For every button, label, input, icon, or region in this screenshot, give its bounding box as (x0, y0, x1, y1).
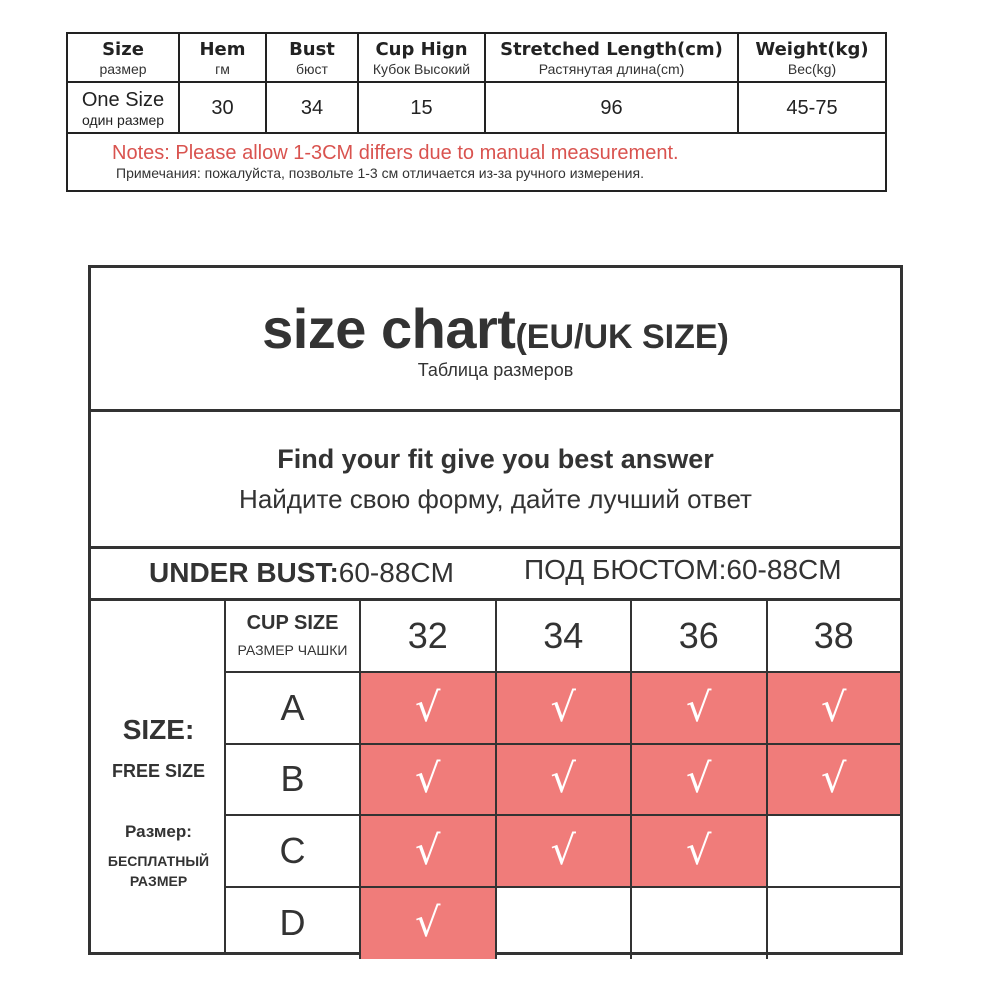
value-bust (267, 83, 359, 132)
band-size-32 (361, 601, 497, 673)
cup-size-header-ru: РАЗМЕР ЧАШКИ (237, 642, 348, 658)
fit-cell-B-36 (632, 745, 768, 817)
measurement-value-row (68, 83, 885, 134)
notes-ru: Примечания: пожалуйста, позвольте 1-3 см отличается из-за ручного измерения. (116, 165, 644, 181)
side-free-size-ru-line2: РАЗМЕР (129, 873, 188, 889)
under-bust-label: UNDER BUST: (149, 557, 339, 588)
size-chart (88, 265, 903, 955)
fit-text-en: Find your fit give you best answer (277, 444, 714, 474)
header-hem (180, 34, 267, 81)
band-size-label: 34 (543, 615, 584, 656)
size-chart-title-main: size chart (262, 297, 516, 360)
measurement-header-row (68, 34, 885, 83)
fit-cell-A-34 (497, 673, 633, 745)
value-bust-text: 34 (300, 96, 324, 119)
value-cup-high (359, 83, 486, 132)
value-hem-text: 30 (211, 96, 234, 119)
check-mark-icon: √ (415, 827, 441, 874)
fit-cell-C-32 (361, 816, 497, 888)
cup-label: C (279, 829, 306, 871)
fit-cell-C-36 (632, 816, 768, 888)
header-weight-en: Weight(kg) (755, 38, 869, 60)
header-hem-ru: гм (215, 60, 230, 77)
header-hem-en: Hem (199, 38, 246, 60)
fit-text-ru: Найдите свою форму, дайте лучший ответ (239, 484, 752, 514)
check-mark-icon: √ (550, 756, 576, 803)
value-hem (180, 83, 267, 132)
header-cup-high-en: Cup Hign (375, 38, 468, 60)
header-stretched-length (486, 34, 739, 81)
fit-cell-D-38 (768, 888, 901, 960)
header-cup-high-ru: Кубок Высокий (372, 60, 471, 77)
fit-cell-C-34 (497, 816, 633, 888)
size-chart-title-block (91, 268, 900, 412)
value-size-en: One Size (81, 88, 165, 111)
fit-cell-C-38 (768, 816, 901, 888)
check-mark-icon: √ (821, 684, 847, 731)
fit-cell-B-38 (768, 745, 901, 817)
size-chart-title (91, 296, 900, 361)
cup-size-header (226, 601, 361, 673)
size-chart-title-suffix: (EU/UK SIZE) (515, 318, 729, 356)
value-weight (739, 83, 885, 132)
check-mark-icon: √ (415, 756, 441, 803)
cup-row-label-B (226, 745, 361, 817)
fit-cell-D-36 (632, 888, 768, 960)
header-size-ru: размер (99, 60, 147, 77)
fit-cell-A-36 (632, 673, 768, 745)
measurement-table (66, 32, 887, 192)
side-free-size: FREE SIZE (111, 761, 205, 781)
measurement-notes-row (68, 134, 885, 190)
cup-size-header-en: CUP SIZE (246, 612, 339, 634)
check-mark-icon: √ (550, 827, 576, 874)
header-stretched-length-ru: Растянутая длина(cm) (538, 60, 685, 77)
side-free-size-ru-line1: БЕСПЛАТНЫЙ (107, 853, 210, 869)
check-mark-icon: √ (686, 827, 712, 874)
under-bust-value: 60-88CM (338, 557, 454, 588)
header-weight (739, 34, 885, 81)
header-size-en: Size (102, 38, 144, 60)
cup-row-label-C (226, 816, 361, 888)
fit-cell-A-38 (768, 673, 901, 745)
header-size (68, 34, 180, 81)
fit-cell-D-32 (361, 888, 497, 960)
fit-cell-B-32 (361, 745, 497, 817)
band-size-label: 36 (678, 615, 719, 656)
check-mark-icon: √ (550, 684, 576, 731)
under-bust-en (149, 557, 454, 589)
header-cup-high (359, 34, 486, 81)
cup-row-label-A (226, 673, 361, 745)
header-stretched-length-en: Stretched Length(cm) (500, 38, 723, 60)
header-bust-ru: бюст (296, 60, 328, 77)
notes-en: Notes: Please allow 1-3CM differs due to manual measurement. (112, 142, 679, 164)
side-free-size-ru (91, 851, 226, 891)
fit-cell-A-32 (361, 673, 497, 745)
cup-label: B (280, 758, 305, 800)
band-size-label: 32 (407, 615, 448, 656)
value-cup-high-text: 15 (410, 96, 433, 119)
band-size-34 (497, 601, 633, 673)
cup-row-label-D (226, 888, 361, 960)
header-bust-en: Bust (289, 38, 335, 60)
check-mark-icon: √ (415, 684, 441, 731)
check-mark-icon: √ (821, 756, 847, 803)
check-mark-icon: √ (415, 900, 441, 947)
under-bust-ru: ПОД БЮСТОМ:60-88CM (524, 554, 842, 585)
header-weight-ru: Вес(kg) (787, 60, 837, 77)
band-size-36 (632, 601, 768, 673)
value-weight-text: 45-75 (786, 96, 838, 119)
value-size-ru: один размер (81, 111, 165, 128)
side-size-label: SIZE: (122, 714, 195, 745)
fit-block (91, 412, 900, 549)
cup-label: A (280, 686, 305, 728)
header-bust (267, 34, 359, 81)
value-stretched-length (486, 83, 739, 132)
under-bust-block (91, 549, 900, 601)
cup-label: D (279, 902, 306, 944)
fit-cell-B-34 (497, 745, 633, 817)
band-size-38 (768, 601, 901, 673)
size-chart-subtitle: Таблица размеров (417, 360, 574, 380)
check-mark-icon: √ (686, 684, 712, 731)
side-razmer-label: Размер: (125, 822, 192, 841)
cup-size-grid (91, 601, 900, 952)
notes (68, 134, 885, 190)
size-side-panel (91, 601, 226, 952)
check-mark-icon: √ (686, 756, 712, 803)
band-size-label: 38 (813, 615, 854, 656)
value-size (68, 83, 180, 132)
fit-cell-D-34 (497, 888, 633, 960)
value-stretched-length-text: 96 (600, 96, 623, 119)
